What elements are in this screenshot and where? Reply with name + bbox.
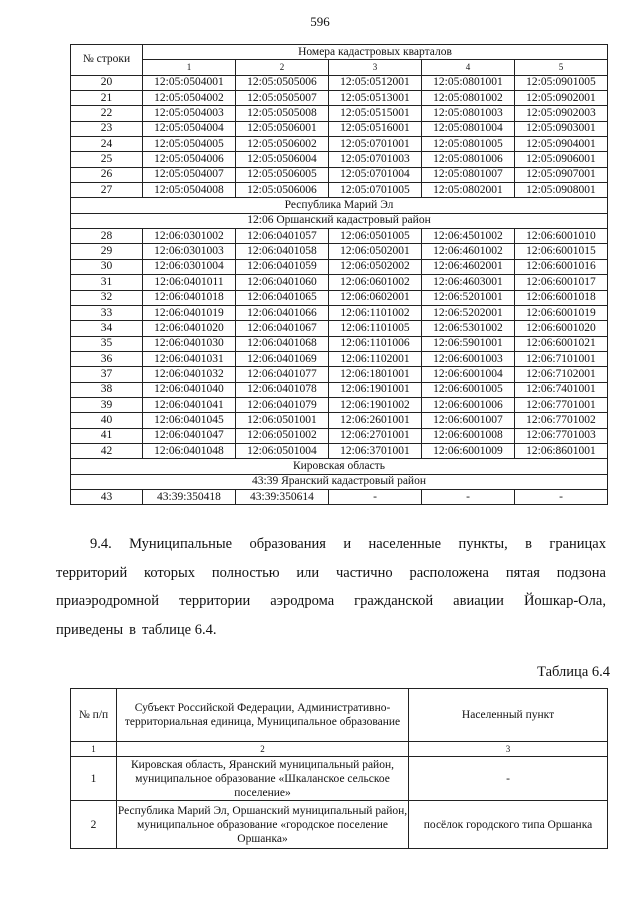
paragraph-word: которых xyxy=(144,564,196,581)
row-number: 35 xyxy=(71,336,143,351)
municipalities-table xyxy=(70,688,608,849)
table-row xyxy=(71,152,608,167)
cadastral-number: 12:05:0901005 xyxy=(515,75,608,90)
row-number: 33 xyxy=(71,305,143,320)
mo-row-subject: Республика Марий Эл, Оршанский муниципальный район, муниципальное образование «городское поселение Оршанка» xyxy=(117,801,409,849)
row-number: 36 xyxy=(71,351,143,366)
cadastral-number: 12:05:0504001 xyxy=(143,75,236,90)
cadastral-number: 12:06:0501004 xyxy=(236,443,329,458)
cadastral-number: 12:06:8601001 xyxy=(515,443,608,458)
cadastral-number: 12:05:0701001 xyxy=(329,137,422,152)
cadastral-number: 12:06:7701002 xyxy=(515,413,608,428)
cadastral-number: 12:06:1101002 xyxy=(329,305,422,320)
cadastral-number: 12:06:0401018 xyxy=(143,290,236,305)
paragraph-word: авиации xyxy=(453,593,504,609)
row-number: 32 xyxy=(71,290,143,305)
table-row xyxy=(71,367,608,382)
paragraph-line-2 xyxy=(56,559,606,588)
mo-settlement-header: Населенный пункт xyxy=(409,689,608,742)
cadastral-number: 12:06:6001006 xyxy=(422,397,515,412)
row-number: 22 xyxy=(71,106,143,121)
cadastral-number: - xyxy=(515,489,608,504)
region-label: Республика Марий Эл xyxy=(71,198,608,213)
cadastral-number: 12:06:0501002 xyxy=(236,428,329,443)
cadastral-number: 12:06:1901002 xyxy=(329,397,422,412)
cadastral-number: 12:05:0506004 xyxy=(236,152,329,167)
region-label: 12:06 Оршанский кадастровый район xyxy=(71,213,608,228)
cadastral-number: 12:05:0802001 xyxy=(422,183,515,198)
row-number: 37 xyxy=(71,367,143,382)
cadastral-number: 12:06:0401032 xyxy=(143,367,236,382)
cadastral-number: 12:06:0301004 xyxy=(143,259,236,274)
paragraph-word: территории xyxy=(179,593,251,609)
cadastral-number: 12:06:6001005 xyxy=(422,382,515,397)
cadastral-number: 12:06:6001010 xyxy=(515,229,608,244)
mo-col-number: 1 xyxy=(71,742,117,757)
table-row xyxy=(71,106,608,121)
cadastral-number: 12:06:0401060 xyxy=(236,275,329,290)
cadastral-number: 12:06:0401066 xyxy=(236,305,329,320)
row-number: 38 xyxy=(71,382,143,397)
row-number: 42 xyxy=(71,443,143,458)
cadastral-number: 12:06:0401041 xyxy=(143,397,236,412)
mo-table-row xyxy=(71,757,608,801)
cadastral-number: 12:06:0401059 xyxy=(236,259,329,274)
cadastral-quarters-header: Номера кадастровых кварталов xyxy=(143,45,608,60)
cadastral-number: 12:06:7701001 xyxy=(515,397,608,412)
cadastral-number: 12:05:0902003 xyxy=(515,106,608,121)
cadastral-number: 12:06:0401058 xyxy=(236,244,329,259)
cadastral-number: 12:06:0301002 xyxy=(143,229,236,244)
cadastral-number: 12:06:0401040 xyxy=(143,382,236,397)
paragraph-word: приаэродромной xyxy=(56,593,160,609)
cadastral-quarters-table xyxy=(70,44,608,505)
table-row xyxy=(71,229,608,244)
cadastral-number: 12:05:0506006 xyxy=(236,183,329,198)
table-row xyxy=(71,351,608,366)
cadastral-number: 12:05:0903001 xyxy=(515,121,608,136)
paragraph-word: частично xyxy=(336,564,393,581)
paragraph-line-1 xyxy=(90,530,606,559)
cadastral-number: 12:06:5201001 xyxy=(422,290,515,305)
table-row xyxy=(71,489,608,504)
row-number: 21 xyxy=(71,91,143,106)
cadastral-number: 12:05:0506005 xyxy=(236,167,329,182)
mo-table-number-row xyxy=(71,742,608,757)
paragraph-word: границах xyxy=(549,536,606,552)
row-number: 26 xyxy=(71,167,143,182)
mo-col-number: 3 xyxy=(409,742,608,757)
cadastral-number: 12:06:1101006 xyxy=(329,336,422,351)
cadastral-number: 12:06:7102001 xyxy=(515,367,608,382)
cadastral-number: 12:06:5301002 xyxy=(422,321,515,336)
cadastral-number: 12:05:0504002 xyxy=(143,91,236,106)
cadastral-number: 12:05:0504008 xyxy=(143,183,236,198)
cadastral-number: 12:05:0505007 xyxy=(236,91,329,106)
paragraph-word: Йошкар-Ола, xyxy=(523,593,606,609)
cadastral-number: 12:06:0401067 xyxy=(236,321,329,336)
row-number: 41 xyxy=(71,428,143,443)
table-row xyxy=(71,183,608,198)
table-row xyxy=(71,382,608,397)
paragraph-word: в xyxy=(129,621,136,638)
cadastral-number: 12:06:2601001 xyxy=(329,413,422,428)
cadastral-number: 12:06:5901001 xyxy=(422,336,515,351)
cadastral-number: 12:06:5202001 xyxy=(422,305,515,320)
cadastral-number: 12:06:0401057 xyxy=(236,229,329,244)
paragraph-word: аэродрома xyxy=(270,593,335,609)
cadastral-number: 12:06:0502001 xyxy=(329,244,422,259)
table-row xyxy=(71,290,608,305)
paragraph-word: пятая xyxy=(505,564,540,581)
table-row xyxy=(71,167,608,182)
mo-table-header-row xyxy=(71,689,608,742)
cadastral-number: 12:06:6001007 xyxy=(422,413,515,428)
cadastral-number: 12:06:1901001 xyxy=(329,382,422,397)
mo-row-number: 1 xyxy=(71,757,117,801)
cadastral-number: 12:06:0401047 xyxy=(143,428,236,443)
cadastral-number: 12:06:1101005 xyxy=(329,321,422,336)
section-paragraph xyxy=(56,530,606,644)
cadastral-number: 12:06:2701001 xyxy=(329,428,422,443)
table-row xyxy=(71,336,608,351)
table-row xyxy=(71,397,608,412)
row-number: 24 xyxy=(71,137,143,152)
paragraph-word: таблице 6.4. xyxy=(141,621,217,638)
row-number: 28 xyxy=(71,229,143,244)
table-row xyxy=(71,305,608,320)
column-number: 3 xyxy=(329,60,422,75)
cadastral-number: 12:06:7701003 xyxy=(515,428,608,443)
cadastral-number: 12:06:7401001 xyxy=(515,382,608,397)
table-row xyxy=(71,75,608,90)
cadastral-number: 12:06:6001021 xyxy=(515,336,608,351)
cadastral-number: 12:05:0504005 xyxy=(143,137,236,152)
paragraph-word: приведены xyxy=(56,621,124,638)
cadastral-number: 12:05:0701005 xyxy=(329,183,422,198)
paragraph-word: подзона xyxy=(556,564,606,581)
row-number: 23 xyxy=(71,121,143,136)
column-number: 4 xyxy=(422,60,515,75)
cadastral-number: 12:06:6001004 xyxy=(422,367,515,382)
paragraph-word: населенные xyxy=(368,536,442,552)
cadastral-number: 12:05:0512001 xyxy=(329,75,422,90)
cadastral-number: 12:06:0401077 xyxy=(236,367,329,382)
cadastral-number: 12:05:0506002 xyxy=(236,137,329,152)
cadastral-number: 12:05:0504004 xyxy=(143,121,236,136)
table-row xyxy=(71,413,608,428)
cadastral-number: 12:06:0401011 xyxy=(143,275,236,290)
mo-row-settlement: - xyxy=(409,757,608,801)
cadastral-number: 12:06:0401020 xyxy=(143,321,236,336)
table-row xyxy=(71,91,608,106)
cadastral-number: 12:06:1102001 xyxy=(329,351,422,366)
cadastral-number: 12:06:0301003 xyxy=(143,244,236,259)
cadastral-number: 12:06:0401019 xyxy=(143,305,236,320)
row-number: 20 xyxy=(71,75,143,90)
table-row xyxy=(71,428,608,443)
row-number: 27 xyxy=(71,183,143,198)
paragraph-word: 9.4. xyxy=(90,536,112,552)
table-row xyxy=(71,137,608,152)
cadastral-table-body xyxy=(71,75,608,505)
cadastral-number: 12:05:0504007 xyxy=(143,167,236,182)
mo-col-number: 2 xyxy=(117,742,409,757)
cadastral-number: 12:05:0904001 xyxy=(515,137,608,152)
column-number: 1 xyxy=(143,60,236,75)
cadastral-number: 12:06:6001017 xyxy=(515,275,608,290)
region-label: 43:39 Яранский кадастровый район xyxy=(71,474,608,489)
paragraph-word: в xyxy=(525,536,533,552)
mo-table-row xyxy=(71,801,608,849)
paragraph-word: или xyxy=(296,564,320,581)
cadastral-number: - xyxy=(329,489,422,504)
row-number: 30 xyxy=(71,259,143,274)
cadastral-number: - xyxy=(422,489,515,504)
column-number: 5 xyxy=(515,60,608,75)
paragraph-word: Муниципальные xyxy=(129,536,233,552)
cadastral-number: 12:05:0801005 xyxy=(422,137,515,152)
table-row xyxy=(71,321,608,336)
cadastral-number: 12:05:0506001 xyxy=(236,121,329,136)
cadastral-number: 12:05:0902001 xyxy=(515,91,608,106)
paragraph-line-3 xyxy=(56,587,606,616)
region-row xyxy=(71,474,608,489)
cadastral-number: 12:05:0801002 xyxy=(422,91,515,106)
paragraph-word: и xyxy=(343,536,352,552)
cadastral-number: 12:06:0401048 xyxy=(143,443,236,458)
cadastral-number: 12:06:0401030 xyxy=(143,336,236,351)
cadastral-number: 12:06:0401045 xyxy=(143,413,236,428)
table-row xyxy=(71,244,608,259)
row-number-header: № строки xyxy=(71,45,143,76)
cadastral-number: 12:06:3701001 xyxy=(329,443,422,458)
cadastral-number: 12:05:0801004 xyxy=(422,121,515,136)
paragraph-word: пункты, xyxy=(458,536,508,552)
cadastral-number: 12:05:0801007 xyxy=(422,167,515,182)
cadastral-number: 12:06:0401069 xyxy=(236,351,329,366)
region-row xyxy=(71,198,608,213)
mo-subject-header: Субъект Российской Федерации, Административно-территориальная единица, Муниципальное образование xyxy=(117,689,409,742)
cadastral-number: 12:06:0601002 xyxy=(329,275,422,290)
paragraph-word: территорий xyxy=(56,564,128,581)
paragraph-word: расположена xyxy=(409,564,489,581)
cadastral-number: 12:06:6001019 xyxy=(515,305,608,320)
region-label: Кировская область xyxy=(71,459,608,474)
cadastral-number: 12:05:0515001 xyxy=(329,106,422,121)
cadastral-number: 12:06:6001016 xyxy=(515,259,608,274)
paragraph-word: гражданской xyxy=(354,593,434,609)
paragraph-word: полностью xyxy=(211,564,280,581)
cadastral-number: 12:05:0505008 xyxy=(236,106,329,121)
cadastral-number: 12:06:4603001 xyxy=(422,275,515,290)
paragraph-line-4 xyxy=(56,616,606,645)
cadastral-number: 12:05:0801001 xyxy=(422,75,515,90)
column-number: 2 xyxy=(236,60,329,75)
cadastral-number: 12:06:6001003 xyxy=(422,351,515,366)
cadastral-number: 12:06:1801001 xyxy=(329,367,422,382)
region-row xyxy=(71,213,608,228)
cadastral-number: 12:05:0516001 xyxy=(329,121,422,136)
row-number: 29 xyxy=(71,244,143,259)
cadastral-number: 12:06:0401078 xyxy=(236,382,329,397)
cadastral-number: 12:05:0701003 xyxy=(329,152,422,167)
row-number: 39 xyxy=(71,397,143,412)
column-number-row xyxy=(71,60,608,75)
row-number: 40 xyxy=(71,413,143,428)
region-row xyxy=(71,459,608,474)
cadastral-number: 43:39:350614 xyxy=(236,489,329,504)
cadastral-number: 12:05:0907001 xyxy=(515,167,608,182)
cadastral-number: 12:06:6001009 xyxy=(422,443,515,458)
cadastral-number: 12:06:6001018 xyxy=(515,290,608,305)
cadastral-number: 12:06:4501002 xyxy=(422,229,515,244)
table-row xyxy=(71,275,608,290)
row-number: 31 xyxy=(71,275,143,290)
cadastral-number: 43:39:350418 xyxy=(143,489,236,504)
mo-number-header: № п/п xyxy=(71,689,117,742)
cadastral-number: 12:06:0501005 xyxy=(329,229,422,244)
cadastral-number: 12:05:0801006 xyxy=(422,152,515,167)
cadastral-number: 12:05:0906001 xyxy=(515,152,608,167)
cadastral-number: 12:06:7101001 xyxy=(515,351,608,366)
cadastral-number: 12:06:4601002 xyxy=(422,244,515,259)
cadastral-number: 12:05:0701004 xyxy=(329,167,422,182)
table-row xyxy=(71,443,608,458)
table-row xyxy=(71,259,608,274)
cadastral-number: 12:06:6001020 xyxy=(515,321,608,336)
cadastral-number: 12:06:0401031 xyxy=(143,351,236,366)
table-row xyxy=(71,121,608,136)
cadastral-number: 12:06:6001008 xyxy=(422,428,515,443)
cadastral-number: 12:06:0401065 xyxy=(236,290,329,305)
row-number: 25 xyxy=(71,152,143,167)
cadastral-number: 12:06:0401068 xyxy=(236,336,329,351)
mo-row-number: 2 xyxy=(71,801,117,849)
cadastral-number: 12:06:0502002 xyxy=(329,259,422,274)
cadastral-number: 12:05:0504006 xyxy=(143,152,236,167)
table-caption: Таблица 6.4 xyxy=(537,664,610,680)
cadastral-number: 12:06:4602001 xyxy=(422,259,515,274)
cadastral-number: 12:06:0602001 xyxy=(329,290,422,305)
cadastral-number: 12:06:6001015 xyxy=(515,244,608,259)
row-number: 34 xyxy=(71,321,143,336)
cadastral-number: 12:05:0513001 xyxy=(329,91,422,106)
row-number: 43 xyxy=(71,489,143,504)
cadastral-number: 12:05:0504003 xyxy=(143,106,236,121)
mo-row-subject: Кировская область, Яранский муниципальный район, муниципальное образование «Шкаланское сельское поселение» xyxy=(117,757,409,801)
page-number: 596 xyxy=(310,14,330,29)
cadastral-number: 12:06:0401079 xyxy=(236,397,329,412)
cadastral-number: 12:05:0908001 xyxy=(515,183,608,198)
cadastral-number: 12:05:0505006 xyxy=(236,75,329,90)
paragraph-word: образования xyxy=(249,536,326,552)
mo-row-settlement: посёлок городского типа Оршанка xyxy=(409,801,608,849)
cadastral-number: 12:05:0801003 xyxy=(422,106,515,121)
cadastral-number: 12:06:0501001 xyxy=(236,413,329,428)
